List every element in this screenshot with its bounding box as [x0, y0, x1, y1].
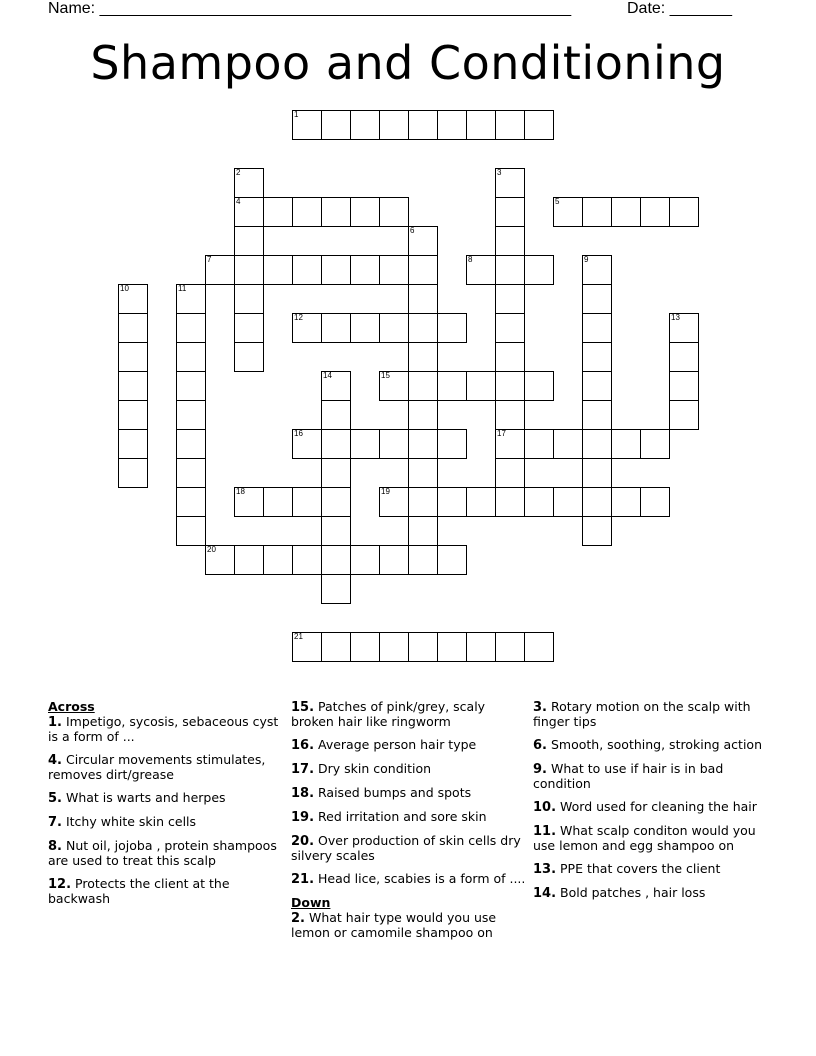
grid-cell[interactable]	[669, 371, 699, 401]
grid-cell[interactable]	[292, 255, 322, 285]
cell-number: 2	[236, 168, 241, 177]
grid-cell[interactable]	[437, 110, 467, 140]
grid-cell[interactable]	[379, 255, 409, 285]
grid-cell[interactable]	[495, 226, 525, 256]
grid-cell[interactable]	[321, 632, 351, 662]
grid-cell[interactable]	[176, 400, 206, 430]
cell-number: 19	[381, 487, 390, 496]
grid-cell[interactable]	[321, 313, 351, 343]
grid-cell[interactable]	[379, 313, 409, 343]
grid-cell[interactable]	[118, 284, 148, 314]
name-field-label[interactable]: Name: _____________________________________________________	[48, 0, 572, 17]
grid-cell[interactable]	[408, 284, 438, 314]
cell-number: 17	[497, 429, 506, 438]
grid-cell[interactable]	[350, 545, 380, 575]
grid-cell[interactable]	[321, 574, 351, 604]
grid-cell[interactable]	[234, 284, 264, 314]
grid-cell[interactable]	[466, 487, 496, 517]
grid-cell[interactable]	[640, 429, 670, 459]
cell-number: 18	[236, 487, 245, 496]
cell-number: 12	[294, 313, 303, 322]
cell-number: 4	[236, 197, 241, 206]
grid-cell[interactable]	[466, 110, 496, 140]
grid-cell[interactable]	[553, 429, 583, 459]
grid-cell[interactable]	[205, 255, 235, 285]
grid-cell[interactable]	[640, 197, 670, 227]
grid-cell[interactable]	[321, 545, 351, 575]
grid-cell[interactable]	[234, 342, 264, 372]
grid-cell[interactable]	[495, 400, 525, 430]
grid-cell[interactable]	[176, 342, 206, 372]
grid-cell[interactable]	[292, 110, 322, 140]
grid-cell[interactable]	[582, 371, 612, 401]
clue-column-2	[291, 700, 531, 949]
grid-cell[interactable]	[553, 487, 583, 517]
across-clue: 1. Impetigo, sycosis, sebaceous cyst is a form of ...	[48, 714, 279, 744]
grid-cell[interactable]	[234, 545, 264, 575]
grid-cell[interactable]	[176, 371, 206, 401]
grid-cell[interactable]	[408, 487, 438, 517]
grid-cell[interactable]	[466, 255, 496, 285]
grid-cell[interactable]	[437, 313, 467, 343]
grid-cell[interactable]	[640, 487, 670, 517]
grid-cell[interactable]	[495, 284, 525, 314]
across-clue: 5. What is warts and herpes	[48, 790, 226, 806]
grid-cell[interactable]	[669, 197, 699, 227]
grid-cell[interactable]	[669, 313, 699, 343]
grid-cell[interactable]	[379, 545, 409, 575]
grid-cell[interactable]	[582, 284, 612, 314]
grid-cell[interactable]	[118, 371, 148, 401]
grid-cell[interactable]	[234, 313, 264, 343]
cell-number: 8	[468, 255, 473, 264]
grid-cell[interactable]	[205, 545, 235, 575]
grid-cell[interactable]	[321, 429, 351, 459]
grid-cell[interactable]	[321, 487, 351, 517]
clue-column-1	[48, 700, 288, 915]
grid-cell[interactable]	[495, 342, 525, 372]
grid-cell[interactable]	[553, 197, 583, 227]
down-clue: 3. Rotary motion on the scalp with finger tips	[533, 699, 751, 729]
grid-cell[interactable]	[234, 168, 264, 198]
grid-cell[interactable]	[292, 429, 322, 459]
grid-cell[interactable]	[292, 632, 322, 662]
down-clue: 13. PPE that covers the client	[533, 861, 721, 877]
grid-cell[interactable]	[263, 487, 293, 517]
grid-cell[interactable]	[350, 632, 380, 662]
grid-cell[interactable]	[292, 487, 322, 517]
grid-cell[interactable]	[176, 458, 206, 488]
grid-cell[interactable]	[495, 313, 525, 343]
cell-number: 14	[323, 371, 332, 380]
cell-number: 21	[294, 632, 303, 641]
grid-cell[interactable]	[350, 255, 380, 285]
grid-cell[interactable]	[524, 371, 554, 401]
grid-cell[interactable]	[263, 255, 293, 285]
grid-cell[interactable]	[582, 197, 612, 227]
grid-cell[interactable]	[176, 284, 206, 314]
page-title: Shampoo and Conditioning	[90, 36, 726, 90]
down-clue: 2. What hair type would you use lemon or camomile shampoo on	[291, 910, 497, 940]
cell-number: 6	[410, 226, 415, 235]
across-clue: 17. Dry skin condition	[291, 761, 432, 777]
grid-cell[interactable]	[582, 516, 612, 546]
grid-cell[interactable]	[408, 516, 438, 546]
grid-cell[interactable]	[321, 458, 351, 488]
grid-cell[interactable]	[611, 197, 641, 227]
grid-cell[interactable]	[379, 487, 409, 517]
grid-cell[interactable]	[582, 429, 612, 459]
grid-cell[interactable]	[466, 371, 496, 401]
grid-cell[interactable]	[408, 429, 438, 459]
grid-cell[interactable]	[611, 429, 641, 459]
grid-cell[interactable]	[524, 487, 554, 517]
cell-number: 1	[294, 110, 299, 119]
grid-cell[interactable]	[582, 255, 612, 285]
grid-cell[interactable]	[118, 429, 148, 459]
across-clue: 4. Circular movements stimulates, removes dirt/grease	[48, 752, 266, 782]
grid-cell[interactable]	[118, 342, 148, 372]
grid-cell[interactable]	[234, 487, 264, 517]
grid-cell[interactable]	[350, 313, 380, 343]
down-clue: 11. What scalp conditon would you use lemon and egg shampoo on	[533, 823, 756, 853]
grid-cell[interactable]	[379, 197, 409, 227]
grid-cell[interactable]	[408, 226, 438, 256]
grid-cell[interactable]	[408, 632, 438, 662]
cell-number: 10	[120, 284, 129, 293]
grid-cell[interactable]	[408, 110, 438, 140]
across-clue: 15. Patches of pink/grey, scaly broken hair like ringworm	[291, 699, 486, 729]
cell-number: 9	[584, 255, 589, 264]
cell-number: 15	[381, 371, 390, 380]
cell-number: 11	[178, 284, 187, 293]
grid-cell[interactable]	[118, 458, 148, 488]
grid-cell[interactable]	[379, 110, 409, 140]
grid-cell[interactable]	[408, 458, 438, 488]
grid-cell[interactable]	[234, 255, 264, 285]
grid-cell[interactable]	[408, 400, 438, 430]
across-clue: 12. Protects the client at the backwash	[48, 876, 230, 906]
grid-cell[interactable]	[437, 429, 467, 459]
cell-number: 20	[207, 545, 216, 554]
grid-cell[interactable]	[118, 400, 148, 430]
cell-number: 13	[671, 313, 680, 322]
cell-number: 3	[497, 168, 502, 177]
grid-cell[interactable]	[524, 429, 554, 459]
grid-cell[interactable]	[408, 371, 438, 401]
grid-cell[interactable]	[408, 342, 438, 372]
grid-cell[interactable]	[495, 110, 525, 140]
grid-cell[interactable]	[176, 313, 206, 343]
down-clue: 10. Word used for cleaning the hair	[533, 799, 757, 815]
grid-cell[interactable]	[582, 458, 612, 488]
across-clue: 16. Average person hair type	[291, 737, 477, 753]
grid-cell[interactable]	[379, 429, 409, 459]
grid-cell[interactable]	[669, 400, 699, 430]
grid-cell[interactable]	[582, 313, 612, 343]
grid-cell[interactable]	[321, 400, 351, 430]
grid-cell[interactable]	[321, 371, 351, 401]
grid-cell[interactable]	[495, 632, 525, 662]
grid-cell[interactable]	[408, 313, 438, 343]
grid-cell[interactable]	[321, 516, 351, 546]
grid-cell[interactable]	[437, 371, 467, 401]
grid-cell[interactable]	[176, 487, 206, 517]
grid-cell[interactable]	[321, 110, 351, 140]
grid-cell[interactable]	[582, 342, 612, 372]
grid-cell[interactable]	[524, 632, 554, 662]
grid-cell[interactable]	[582, 487, 612, 517]
grid-cell[interactable]	[292, 313, 322, 343]
down-clue: 9. What to use if hair is in bad condition	[533, 761, 724, 791]
grid-cell[interactable]	[321, 197, 351, 227]
grid-cell[interactable]	[495, 371, 525, 401]
grid-cell[interactable]	[379, 632, 409, 662]
down-clue: 6. Smooth, soothing, stroking action	[533, 737, 762, 753]
grid-cell[interactable]	[669, 342, 699, 372]
date-field-label[interactable]: Date: _______	[627, 0, 732, 17]
grid-cell[interactable]	[379, 371, 409, 401]
grid-cell[interactable]	[524, 110, 554, 140]
grid-cell[interactable]	[466, 632, 496, 662]
across-heading: Across	[48, 699, 95, 714]
across-clue: 21. Head lice, scabies is a form of ....	[291, 871, 526, 887]
cell-number: 7	[207, 255, 212, 264]
grid-cell[interactable]	[176, 516, 206, 546]
grid-cell[interactable]	[321, 255, 351, 285]
grid-cell[interactable]	[495, 458, 525, 488]
grid-cell[interactable]	[437, 632, 467, 662]
grid-cell[interactable]	[495, 429, 525, 459]
grid-cell[interactable]	[408, 545, 438, 575]
across-clue: 20. Over production of skin cells dry silvery scales	[291, 833, 521, 863]
grid-cell[interactable]	[234, 226, 264, 256]
grid-cell[interactable]	[118, 313, 148, 343]
grid-cell[interactable]	[495, 197, 525, 227]
grid-cell[interactable]	[524, 255, 554, 285]
across-clue: 8. Nut oil, jojoba , protein shampoos are used to treat this scalp	[48, 838, 277, 868]
grid-cell[interactable]	[292, 197, 322, 227]
grid-cell[interactable]	[263, 197, 293, 227]
grid-cell[interactable]	[408, 255, 438, 285]
grid-cell[interactable]	[582, 400, 612, 430]
grid-cell[interactable]	[495, 168, 525, 198]
grid-cell[interactable]	[437, 487, 467, 517]
grid-cell[interactable]	[292, 545, 322, 575]
clue-column-3	[533, 700, 773, 910]
across-clue: 18. Raised bumps and spots	[291, 785, 472, 801]
across-clue: 7. Itchy white skin cells	[48, 814, 197, 830]
grid-cell[interactable]	[437, 545, 467, 575]
across-clue: 19. Red irritation and sore skin	[291, 809, 487, 825]
down-heading: Down	[291, 895, 331, 910]
cell-number: 5	[555, 197, 560, 206]
grid-cell[interactable]	[263, 545, 293, 575]
grid-cell[interactable]	[350, 197, 380, 227]
grid-cell[interactable]	[350, 110, 380, 140]
down-clue: 14. Bold patches , hair loss	[533, 885, 706, 901]
grid-cell[interactable]	[176, 429, 206, 459]
cell-number: 16	[294, 429, 303, 438]
grid-cell[interactable]	[495, 255, 525, 285]
grid-cell[interactable]	[611, 487, 641, 517]
grid-cell[interactable]	[350, 429, 380, 459]
grid-cell[interactable]	[234, 197, 264, 227]
grid-cell[interactable]	[495, 487, 525, 517]
